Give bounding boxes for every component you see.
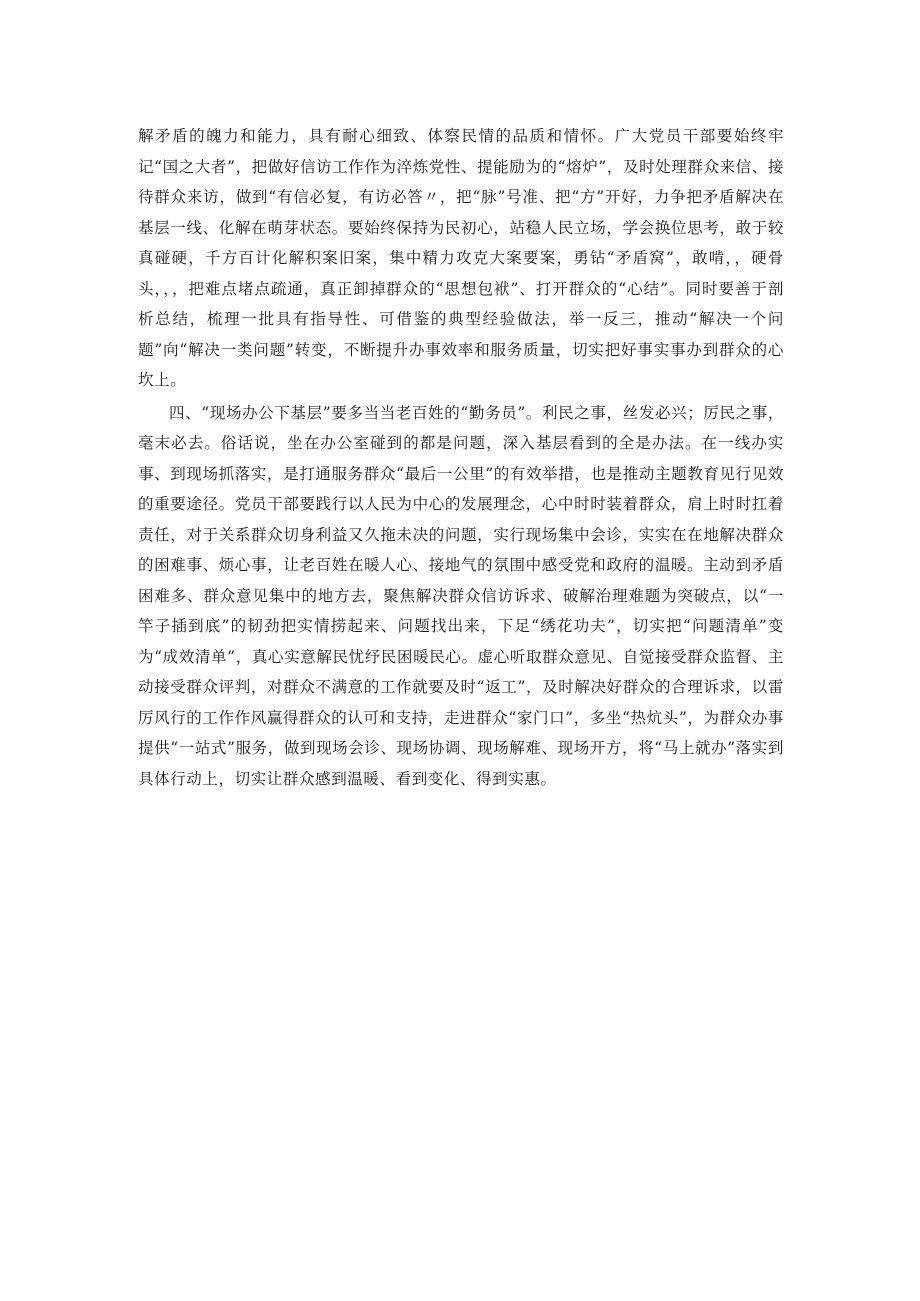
paragraph-continued: 解矛盾的魄力和能力，具有耐心细致、体察民情的品质和情怀。广大党员干部要始终牢记“国之大者”，把做好信访工作作为淬炼党性、提能励为的“熔炉”，及时处理群众来信、接待群众来访，做到“有信必复，有访必答〃，把“脉”号准、把“方”开好，力争把矛盾解决在基层一线、化解在萌芽状态。要始终保持为民初心，站稳人民立场，学会换位思考，敢于较真碰硬，千方百计化解积案旧案，集中精力攻克大案要案，勇钻“矛盾窝”，敢啃，，硬骨头，，，把难点堵点疏通，真正卸掉群众的“思想包袱”、打开群众的“心结”。同时要善于剖析总结，梳理一批具有指导性、可借鉴的典型经验做法，举一反三，推动“解决一个问题”向“解决一类问题”转变，不断提升办事效率和服务质量，切实把好事实事办到群众的心坎上。 — [138, 127, 784, 389]
paragraph-section-four: 四、“现场办公下基层”要多当当老百姓的“勤务员”。利民之事，丝发必兴；厉民之事，毫末必去。俗话说，坐在办公室碰到的都是问题，深入基层看到的全是办法。在一线办实事、到现场抓落实，是打通服务群众“最后一公里”的有效举措，也是推动主题教育见行见效的重要途径。党员干部要践行以人民为中心的发展理念，心中时时装着群众，肩上时时扛着责任，对于关系群众切身利益又久拖未决的问题，实行现场集中会诊，实实在在地解决群众的困难事、烦心事，让老百姓在暖人心、接地气的氛围中感受党和政府的温暖。主动到矛盾困难多、群众意见集中的地方去，聚焦解决群众信访诉求、破解治理难题为突破点，以“一竿子插到底”的韧劲把实情捞起来、问题找出来，下足“绣花功夫”，切实把“问题清单”变为“成效清单”，真心实意解民忧纾民困暖民心。虚心听取群众意见、自觉接受群众监督、主动接受群众评判，对群众不满意的工作就要及时“返工”，及时解决好群众的合理诉求，以雷厉风行的工作作风赢得群众的认可和支持，走进群众“家门口”，多坐“热炕头”，为群众办事提供“一站式”服务，做到现场会诊、现场协调、现场解难、现场开方，将“马上就办”落实到具体行动上，切实让群众感到温暖、看到变化、得到实惠。 — [138, 403, 784, 788]
document-page — [138, 121, 784, 794]
